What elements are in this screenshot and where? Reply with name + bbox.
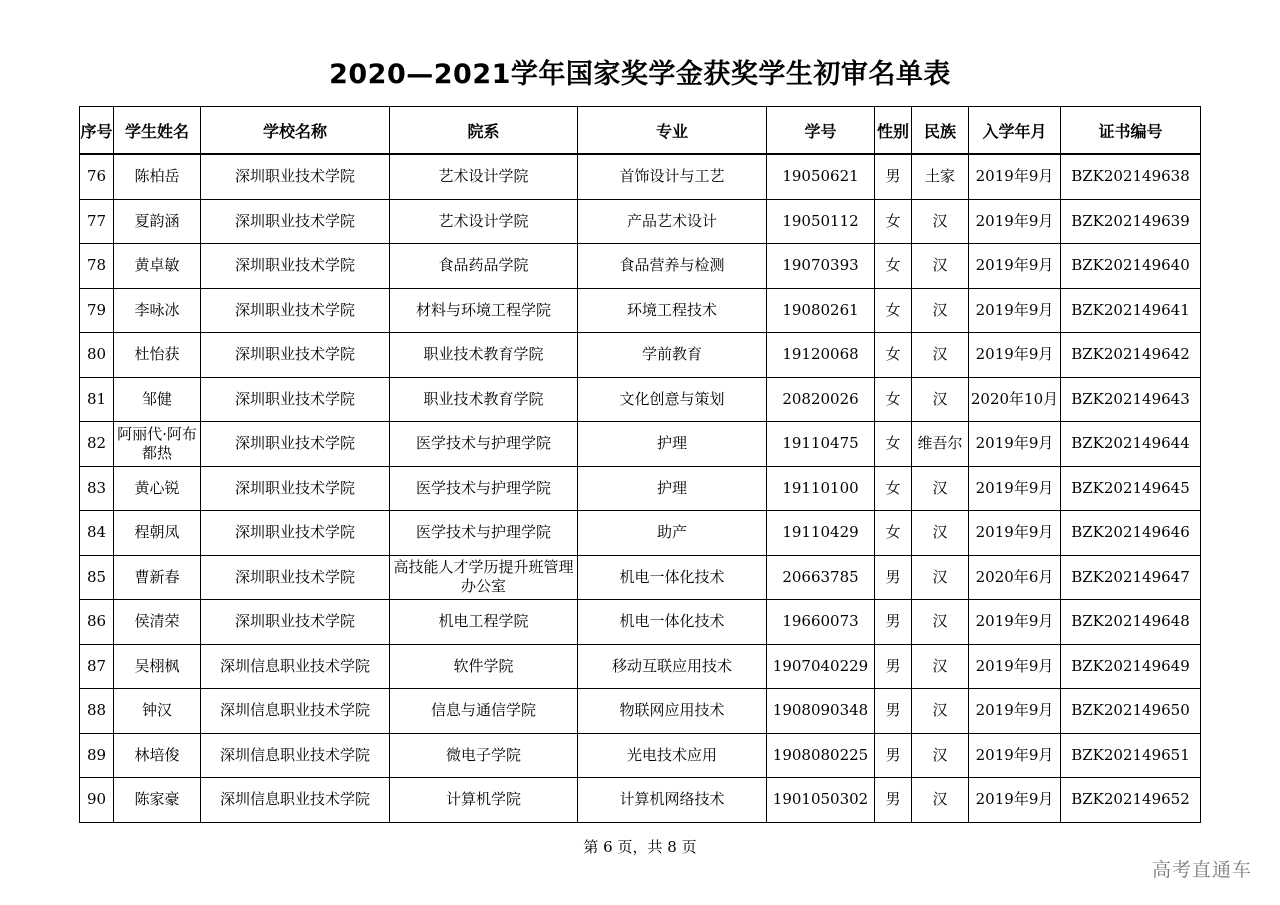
table-row — [80, 288, 1201, 333]
cell-student-name: 程朝凤 — [114, 511, 201, 556]
table-row — [80, 154, 1201, 199]
cell-major: 光电技术应用 — [578, 733, 767, 778]
cell-index: 78 — [80, 244, 114, 289]
cell-gender: 男 — [875, 689, 912, 734]
cell-major: 文化创意与策划 — [578, 377, 767, 422]
table-row — [80, 644, 1201, 689]
cell-department: 食品药品学院 — [390, 244, 578, 289]
cell-enrollment-date: 2019年9月 — [969, 154, 1061, 199]
col-header-school: 学校名称 — [201, 107, 390, 155]
cell-student-id: 19110100 — [767, 466, 875, 511]
cell-school: 深圳职业技术学院 — [201, 555, 390, 600]
cell-gender: 女 — [875, 511, 912, 556]
cell-gender: 男 — [875, 644, 912, 689]
table-row — [80, 377, 1201, 422]
cell-department: 医学技术与护理学院 — [390, 466, 578, 511]
cell-index: 79 — [80, 288, 114, 333]
cell-major: 机电一体化技术 — [578, 600, 767, 645]
cell-enrollment-date: 2019年9月 — [969, 689, 1061, 734]
cell-school: 深圳职业技术学院 — [201, 333, 390, 378]
cell-school: 深圳职业技术学院 — [201, 244, 390, 289]
cell-school: 深圳信息职业技术学院 — [201, 689, 390, 734]
cell-certificate-no: BZK202149652 — [1061, 778, 1201, 823]
cell-certificate-no: BZK202149641 — [1061, 288, 1201, 333]
cell-department: 机电工程学院 — [390, 600, 578, 645]
cell-enrollment-date: 2019年9月 — [969, 422, 1061, 467]
cell-school: 深圳职业技术学院 — [201, 511, 390, 556]
cell-certificate-no: BZK202149649 — [1061, 644, 1201, 689]
cell-certificate-no: BZK202149638 — [1061, 154, 1201, 199]
cell-school: 深圳信息职业技术学院 — [201, 778, 390, 823]
table-row — [80, 733, 1201, 778]
cell-student-name: 黄卓敏 — [114, 244, 201, 289]
cell-ethnicity: 汉 — [912, 555, 969, 600]
cell-department: 信息与通信学院 — [390, 689, 578, 734]
cell-department: 高技能人才学历提升班管理办公室 — [390, 555, 578, 600]
cell-certificate-no: BZK202149639 — [1061, 199, 1201, 244]
cell-certificate-no: BZK202149647 — [1061, 555, 1201, 600]
cell-certificate-no: BZK202149645 — [1061, 466, 1201, 511]
col-header-department: 院系 — [390, 107, 578, 155]
cell-student-id: 19110429 — [767, 511, 875, 556]
cell-enrollment-date: 2019年9月 — [969, 288, 1061, 333]
cell-department: 职业技术教育学院 — [390, 377, 578, 422]
table-row — [80, 199, 1201, 244]
cell-certificate-no: BZK202149648 — [1061, 600, 1201, 645]
table-header-row — [80, 107, 1201, 155]
cell-department: 微电子学院 — [390, 733, 578, 778]
cell-index: 81 — [80, 377, 114, 422]
cell-department: 职业技术教育学院 — [390, 333, 578, 378]
cell-ethnicity: 汉 — [912, 600, 969, 645]
table-row — [80, 466, 1201, 511]
cell-index: 80 — [80, 333, 114, 378]
cell-index: 77 — [80, 199, 114, 244]
cell-major: 计算机网络技术 — [578, 778, 767, 823]
cell-ethnicity: 汉 — [912, 288, 969, 333]
cell-ethnicity: 汉 — [912, 689, 969, 734]
cell-student-id: 20663785 — [767, 555, 875, 600]
cell-student-name: 陈柏岳 — [114, 154, 201, 199]
cell-department: 材料与环境工程学院 — [390, 288, 578, 333]
cell-enrollment-date: 2019年9月 — [969, 733, 1061, 778]
cell-index: 88 — [80, 689, 114, 734]
cell-student-name: 杜怡获 — [114, 333, 201, 378]
cell-student-name: 黄心锐 — [114, 466, 201, 511]
cell-student-name: 阿丽代·阿布都热 — [114, 422, 201, 467]
cell-gender: 男 — [875, 555, 912, 600]
cell-student-id: 1908090348 — [767, 689, 875, 734]
cell-gender: 男 — [875, 733, 912, 778]
cell-enrollment-date: 2019年9月 — [969, 244, 1061, 289]
cell-certificate-no: BZK202149640 — [1061, 244, 1201, 289]
cell-department: 艺术设计学院 — [390, 199, 578, 244]
cell-index: 89 — [80, 733, 114, 778]
cell-ethnicity: 汉 — [912, 199, 969, 244]
cell-index: 84 — [80, 511, 114, 556]
cell-enrollment-date: 2019年9月 — [969, 600, 1061, 645]
cell-student-id: 19660073 — [767, 600, 875, 645]
cell-ethnicity: 汉 — [912, 377, 969, 422]
cell-enrollment-date: 2019年9月 — [969, 644, 1061, 689]
cell-school: 深圳职业技术学院 — [201, 154, 390, 199]
cell-gender: 女 — [875, 333, 912, 378]
table-row — [80, 600, 1201, 645]
cell-school: 深圳职业技术学院 — [201, 288, 390, 333]
cell-student-id: 20820026 — [767, 377, 875, 422]
cell-ethnicity: 汉 — [912, 511, 969, 556]
cell-enrollment-date: 2019年9月 — [969, 778, 1061, 823]
cell-ethnicity: 汉 — [912, 333, 969, 378]
cell-school: 深圳信息职业技术学院 — [201, 733, 390, 778]
cell-certificate-no: BZK202149644 — [1061, 422, 1201, 467]
watermark-logo: 高考直通车 — [1151, 859, 1252, 881]
cell-certificate-no: BZK202149650 — [1061, 689, 1201, 734]
cell-enrollment-date: 2019年9月 — [969, 466, 1061, 511]
cell-ethnicity: 汉 — [912, 778, 969, 823]
col-header-ethnicity: 民族 — [912, 107, 969, 155]
cell-school: 深圳职业技术学院 — [201, 377, 390, 422]
cell-department: 计算机学院 — [390, 778, 578, 823]
cell-gender: 女 — [875, 199, 912, 244]
cell-student-id: 1908080225 — [767, 733, 875, 778]
cell-ethnicity: 汉 — [912, 466, 969, 511]
cell-index: 90 — [80, 778, 114, 823]
cell-gender: 女 — [875, 466, 912, 511]
cell-student-id: 19080261 — [767, 288, 875, 333]
cell-major: 食品营养与检测 — [578, 244, 767, 289]
col-header-certificate-no: 证书编号 — [1061, 107, 1201, 155]
cell-department: 医学技术与护理学院 — [390, 422, 578, 467]
cell-index: 83 — [80, 466, 114, 511]
col-header-major: 专业 — [578, 107, 767, 155]
cell-department: 医学技术与护理学院 — [390, 511, 578, 556]
cell-gender: 男 — [875, 154, 912, 199]
cell-student-id: 19050621 — [767, 154, 875, 199]
table-row — [80, 778, 1201, 823]
cell-major: 首饰设计与工艺 — [578, 154, 767, 199]
cell-gender: 女 — [875, 422, 912, 467]
cell-major: 护理 — [578, 466, 767, 511]
page-number: 第 6 页，共 8 页 — [583, 838, 697, 856]
cell-student-name: 陈家豪 — [114, 778, 201, 823]
cell-major: 机电一体化技术 — [578, 555, 767, 600]
cell-major: 环境工程技术 — [578, 288, 767, 333]
cell-gender: 女 — [875, 244, 912, 289]
award-roster-table — [79, 106, 1201, 823]
table-row — [80, 689, 1201, 734]
cell-index: 86 — [80, 600, 114, 645]
cell-index: 87 — [80, 644, 114, 689]
table-row — [80, 422, 1201, 467]
cell-enrollment-date: 2020年6月 — [969, 555, 1061, 600]
cell-gender: 男 — [875, 600, 912, 645]
cell-student-name: 李咏冰 — [114, 288, 201, 333]
cell-major: 物联网应用技术 — [578, 689, 767, 734]
cell-ethnicity: 维吾尔 — [912, 422, 969, 467]
cell-student-name: 邹健 — [114, 377, 201, 422]
cell-school: 深圳职业技术学院 — [201, 199, 390, 244]
cell-certificate-no: BZK202149643 — [1061, 377, 1201, 422]
cell-certificate-no: BZK202149642 — [1061, 333, 1201, 378]
cell-major: 移动互联应用技术 — [578, 644, 767, 689]
cell-enrollment-date: 2019年9月 — [969, 199, 1061, 244]
cell-certificate-no: BZK202149651 — [1061, 733, 1201, 778]
cell-student-name: 林培俊 — [114, 733, 201, 778]
cell-student-id: 1901050302 — [767, 778, 875, 823]
col-header-index: 序号 — [80, 107, 114, 155]
table-row — [80, 511, 1201, 556]
col-header-gender: 性别 — [875, 107, 912, 155]
cell-student-id: 19120068 — [767, 333, 875, 378]
cell-major: 产品艺术设计 — [578, 199, 767, 244]
table-row — [80, 333, 1201, 378]
cell-school: 深圳职业技术学院 — [201, 600, 390, 645]
cell-student-id: 19070393 — [767, 244, 875, 289]
cell-student-name: 侯清荣 — [114, 600, 201, 645]
col-header-student-id: 学号 — [767, 107, 875, 155]
cell-school: 深圳职业技术学院 — [201, 466, 390, 511]
col-header-student-name: 学生姓名 — [114, 107, 201, 155]
cell-gender: 女 — [875, 377, 912, 422]
page-title: 2020—2021学年国家奖学金获奖学生初审名单表 — [329, 59, 951, 90]
cell-student-name: 吴栩枫 — [114, 644, 201, 689]
cell-index: 82 — [80, 422, 114, 467]
cell-gender: 女 — [875, 288, 912, 333]
cell-school: 深圳职业技术学院 — [201, 422, 390, 467]
cell-gender: 男 — [875, 778, 912, 823]
cell-school: 深圳信息职业技术学院 — [201, 644, 390, 689]
cell-student-id: 1907040229 — [767, 644, 875, 689]
cell-major: 护理 — [578, 422, 767, 467]
cell-student-name: 钟汉 — [114, 689, 201, 734]
cell-student-id: 19050112 — [767, 199, 875, 244]
table-body — [80, 154, 1201, 822]
cell-enrollment-date: 2019年9月 — [969, 333, 1061, 378]
table-row — [80, 244, 1201, 289]
table-row — [80, 555, 1201, 600]
cell-certificate-no: BZK202149646 — [1061, 511, 1201, 556]
cell-ethnicity: 土家 — [912, 154, 969, 199]
cell-student-name: 夏韵涵 — [114, 199, 201, 244]
cell-ethnicity: 汉 — [912, 644, 969, 689]
cell-student-id: 19110475 — [767, 422, 875, 467]
cell-ethnicity: 汉 — [912, 244, 969, 289]
cell-index: 76 — [80, 154, 114, 199]
cell-ethnicity: 汉 — [912, 733, 969, 778]
cell-major: 学前教育 — [578, 333, 767, 378]
cell-index: 85 — [80, 555, 114, 600]
cell-enrollment-date: 2019年9月 — [969, 511, 1061, 556]
col-header-enrollment-date: 入学年月 — [969, 107, 1061, 155]
cell-department: 艺术设计学院 — [390, 154, 578, 199]
cell-student-name: 曹新春 — [114, 555, 201, 600]
cell-enrollment-date: 2020年10月 — [969, 377, 1061, 422]
cell-major: 助产 — [578, 511, 767, 556]
cell-department: 软件学院 — [390, 644, 578, 689]
